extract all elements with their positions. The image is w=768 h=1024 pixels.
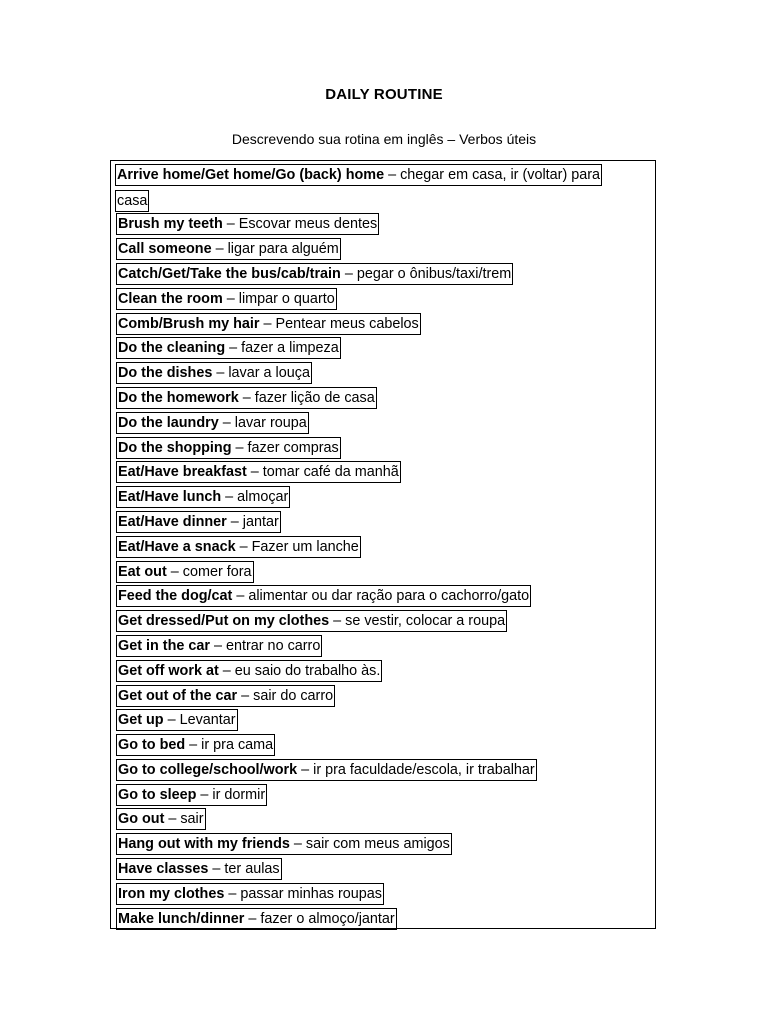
entry-separator: – (196, 786, 213, 803)
entry-term: Do the homework (118, 389, 239, 406)
entry-translation: tomar café da manhã (262, 464, 399, 481)
entry-term: Eat/Have lunch (118, 489, 222, 506)
list-item (116, 213, 646, 238)
entry-term: Hang out with my friends (118, 836, 290, 853)
list-item (116, 659, 646, 684)
list-item (116, 535, 646, 560)
list-item (116, 882, 646, 907)
entry-term: Brush my teeth (118, 216, 223, 233)
list-item (116, 461, 646, 486)
entry-term: Eat/Have a snack (118, 538, 236, 555)
entry-translation: ligar para alguém (227, 241, 339, 258)
entry-separator: – (222, 216, 239, 233)
entry-separator: – (222, 290, 239, 307)
vocabulary-entry (116, 461, 401, 483)
entry-translation: Pentear meus cabelos (275, 315, 419, 332)
list-item (116, 907, 646, 932)
entry-term: Do the shopping (118, 439, 232, 456)
entry-term: Eat/Have dinner (118, 513, 227, 530)
vocabulary-entry (116, 387, 377, 409)
entry-translation: lavar a louça (228, 365, 310, 382)
vocabulary-entry (116, 858, 282, 880)
entry-term: Go to college/school/work (118, 761, 298, 778)
entry-term: Feed the dog/cat (118, 588, 233, 605)
vocabulary-entry (116, 635, 322, 657)
list-item (116, 287, 646, 312)
entry-separator: – (289, 836, 306, 853)
entry-separator: – (163, 712, 180, 729)
entry-translation-continued: casa (117, 193, 148, 209)
entry-term: Iron my clothes (118, 885, 225, 902)
entry-separator: – (340, 265, 357, 282)
entry-translation: Fazer um lanche (251, 538, 359, 555)
entry-separator: – (185, 737, 202, 754)
entry-translation: pegar o ônibus/taxi/trem (356, 265, 512, 282)
entry-term: Go to sleep (118, 786, 197, 803)
entry-separator: – (166, 563, 183, 580)
entry-separator: – (297, 761, 314, 778)
list-item (116, 857, 646, 882)
entry-term: Eat out (118, 563, 167, 580)
vocabulary-entry (116, 238, 341, 260)
entry-translation: passar minhas roupas (240, 885, 382, 902)
vocabulary-entry (116, 734, 275, 756)
entry-translation: ir pra cama (201, 737, 274, 754)
entry-term: Go to bed (118, 737, 186, 754)
list-item (116, 337, 646, 362)
entry-term: Call someone (118, 241, 212, 258)
vocabulary-entry (116, 511, 281, 533)
entry-translation: eu saio do trabalho às. (234, 662, 381, 679)
entry-separator: – (244, 910, 261, 927)
vocabulary-entry (116, 163, 626, 213)
list-item (116, 237, 646, 262)
vocabulary-entry-line1 (115, 164, 602, 186)
entry-term: Do the dishes (118, 365, 213, 382)
entry-separator: – (218, 414, 235, 431)
entry-translation: fazer compras (247, 439, 339, 456)
entry-term: Have classes (118, 861, 209, 878)
list-item (116, 783, 646, 808)
entry-separator: – (232, 588, 249, 605)
entry-separator: – (209, 637, 226, 654)
entry-separator: – (208, 861, 225, 878)
vocabulary-entry (116, 610, 507, 632)
entry-separator: – (211, 241, 228, 258)
entry-translation: ter aulas (224, 861, 280, 878)
entry-separator: – (225, 340, 242, 357)
vocabulary-entry (116, 313, 421, 335)
entry-translation: fazer lição de casa (254, 389, 375, 406)
list-item (116, 634, 646, 659)
entry-separator: – (231, 439, 248, 456)
entry-term: Catch/Get/Take the bus/cab/train (118, 265, 341, 282)
vocabulary-entry (116, 784, 267, 806)
entry-term: Go out (118, 811, 165, 828)
list-item (116, 833, 646, 858)
vocabulary-entry (116, 362, 312, 384)
entry-translation: ir dormir (212, 786, 266, 803)
entry-term: Get dressed/Put on my clothes (118, 613, 330, 630)
vocabulary-entry (116, 486, 290, 508)
entry-separator: – (164, 811, 181, 828)
vocabulary-entry (116, 536, 361, 558)
entry-translation: alimentar ou dar ração para o cachorro/gato (248, 588, 530, 605)
vocabulary-entry (116, 561, 254, 583)
entry-term: Get in the car (118, 637, 210, 654)
entry-separator: – (237, 687, 254, 704)
entry-separator: – (212, 365, 229, 382)
list-item (116, 485, 646, 510)
entry-term: Comb/Brush my hair (118, 315, 260, 332)
list-item (116, 560, 646, 585)
vocabulary-entry (116, 833, 452, 855)
vocabulary-entry (116, 585, 531, 607)
entry-translation: sair (180, 811, 204, 828)
list-item (116, 411, 646, 436)
list-item (116, 386, 646, 411)
entry-translation: chegar em casa, ir (voltar) para (400, 167, 601, 183)
entry-term: Do the cleaning (118, 340, 226, 357)
entry-separator: – (384, 167, 401, 183)
entry-translation: Levantar (179, 712, 236, 729)
vocabulary-entry (116, 288, 337, 310)
entry-translation: almoçar (237, 489, 289, 506)
entry-term: Do the laundry (118, 414, 219, 431)
entry-translation: se vestir, colocar a roupa (345, 613, 506, 630)
list-item (116, 436, 646, 461)
entry-translation: fazer o almoço/jantar (260, 910, 395, 927)
entry-separator: – (221, 489, 238, 506)
list-item (116, 808, 646, 833)
list-item (116, 609, 646, 634)
vocabulary-entry (116, 660, 382, 682)
list-item (116, 758, 646, 783)
vocabulary-entry (116, 437, 341, 459)
vocabulary-list (116, 163, 646, 932)
vocabulary-entry (116, 883, 384, 905)
entry-term: Arrive home/Get home/Go (back) home (117, 167, 385, 183)
list-item (116, 733, 646, 758)
list-item (116, 585, 646, 610)
entry-translation: fazer a limpeza (241, 340, 339, 357)
entry-separator: – (246, 464, 263, 481)
entry-separator: – (218, 662, 235, 679)
vocabulary-entry-line2 (115, 190, 149, 212)
entry-term: Clean the room (118, 290, 223, 307)
entry-term: Get up (118, 712, 164, 729)
entry-translation: jantar (242, 513, 279, 530)
list-item (116, 510, 646, 535)
entry-translation: lavar roupa (234, 414, 307, 431)
entry-term: Get out of the car (118, 687, 238, 704)
entry-translation: Escovar meus dentes (238, 216, 378, 233)
list-item (116, 709, 646, 734)
entry-separator: – (235, 538, 252, 555)
vocabulary-entry (116, 685, 335, 707)
vocabulary-entry (116, 213, 379, 235)
entry-separator: – (259, 315, 276, 332)
vocabulary-entry (116, 759, 537, 781)
list-item (116, 262, 646, 287)
vocabulary-entry (116, 908, 397, 930)
list-item (116, 312, 646, 337)
vocabulary-entry (116, 337, 341, 359)
vocabulary-entry (116, 709, 238, 731)
entry-term: Make lunch/dinner (118, 910, 245, 927)
entry-translation: comer fora (182, 563, 252, 580)
vocabulary-entry (116, 412, 309, 434)
vocabulary-entry (116, 263, 513, 285)
entry-separator: – (226, 513, 243, 530)
entry-term: Get off work at (118, 662, 219, 679)
entry-translation: sair do carro (253, 687, 334, 704)
entry-translation: limpar o quarto (238, 290, 335, 307)
entry-translation: sair com meus amigos (305, 836, 450, 853)
list-item (116, 361, 646, 386)
list-item (116, 163, 646, 213)
page-subtitle: Descrevendo sua rotina em inglês – Verbos úteis (231, 131, 537, 147)
entry-term: Eat/Have breakfast (118, 464, 247, 481)
page-title: DAILY ROUTINE (325, 86, 443, 103)
entry-translation: ir pra faculdade/escola, ir trabalhar (313, 761, 535, 778)
entry-translation: entrar no carro (225, 637, 321, 654)
list-item (116, 684, 646, 709)
entry-separator: – (224, 885, 241, 902)
entry-separator: – (238, 389, 255, 406)
entry-separator: – (329, 613, 346, 630)
vocabulary-entry (116, 808, 206, 830)
